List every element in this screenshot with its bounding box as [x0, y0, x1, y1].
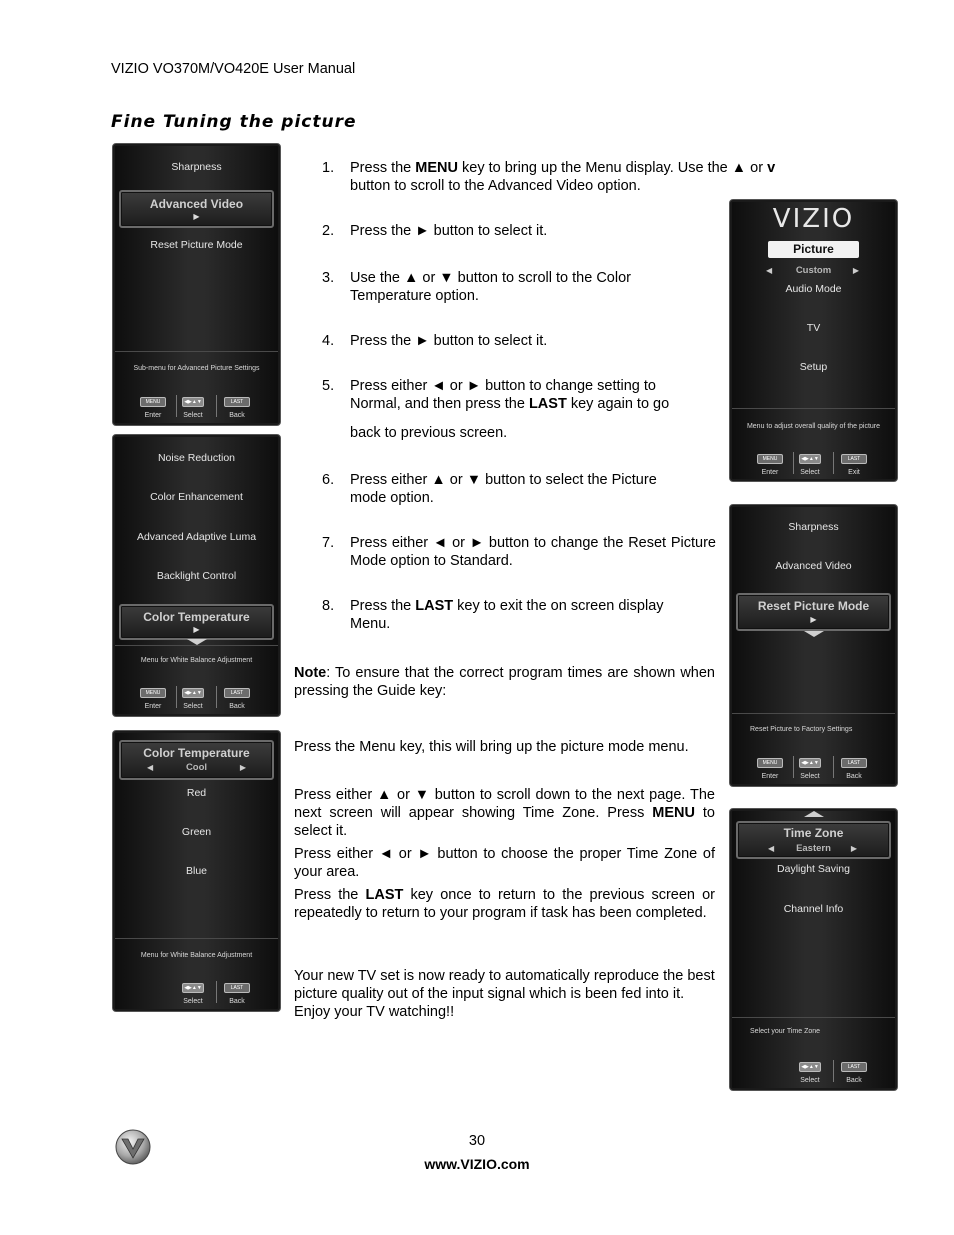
last-key-icon: LAST — [224, 397, 250, 407]
button-row — [113, 397, 280, 423]
step-text: Press the ► button to select it. — [350, 333, 548, 349]
back-label: Back — [229, 703, 245, 710]
step-text: Use the ▲ or ▼ button to scroll to the Color Temperature option. — [350, 270, 631, 304]
menu-caption: Select your Time Zone — [750, 1028, 821, 1035]
right-arrow-icon: ▶ — [852, 266, 859, 275]
menu-item-advanced-video: Advanced Video — [775, 560, 852, 572]
scroll-up-icon — [804, 811, 824, 817]
right-arrow-icon: ▶ — [239, 763, 246, 772]
step-number: 1. — [322, 160, 335, 176]
exit-label: Exit — [848, 469, 860, 476]
scroll-down-icon — [804, 631, 824, 637]
divider — [115, 645, 278, 646]
arrow-keys-icon: ◀▶▲▼ — [182, 688, 204, 698]
menu-caption: Sub-menu for Advanced Picture Settings — [133, 365, 260, 372]
divider — [732, 408, 895, 409]
last-key-icon: LAST — [841, 1062, 867, 1072]
menu-highlight-value: Custom — [795, 265, 832, 276]
select-label: Select — [800, 773, 820, 780]
menu-item-tv: TV — [806, 322, 821, 334]
step-text-continued: back to previous screen. — [350, 425, 508, 441]
note-paragraph: Note: To ensure that the correct program times are shown when pressing the Guide key: — [294, 665, 715, 699]
arrow-keys-icon: ◀▶▲▼ — [799, 454, 821, 464]
select-label: Select — [183, 998, 203, 1005]
select-key — [790, 1062, 830, 1084]
step-number: 7. — [322, 535, 335, 551]
paragraph-last-key: Press the LAST key once to return to the previous screen or repeatedly to return to your program if task has been completed. — [294, 887, 715, 921]
menu-item-setup: Setup — [799, 361, 828, 373]
select-key — [790, 454, 830, 476]
divider — [732, 1017, 895, 1018]
last-key — [217, 983, 257, 1005]
menu-key — [750, 758, 790, 780]
menu-item-channel-info: Channel Info — [783, 903, 844, 915]
step-number: 8. — [322, 598, 335, 614]
divider — [115, 351, 278, 352]
last-key-icon: LAST — [841, 758, 867, 768]
menu-key-icon: MENU — [140, 397, 166, 407]
menu-highlight-label: Color Temperature — [143, 610, 250, 624]
menu-highlight-label: Advanced Video — [149, 197, 244, 211]
menu-caption: Reset Picture to Factory Settings — [750, 726, 853, 733]
divider — [115, 938, 278, 939]
menu-item-sharpness: Sharpness — [171, 161, 222, 173]
menu-item: Backlight Control — [156, 570, 237, 582]
menu-item: Advanced Adaptive Luma — [136, 531, 257, 543]
step-number: 3. — [322, 270, 335, 286]
paragraph-scroll-down: Press either ▲ or ▼ button to scroll down to the next page. The next screen will appear showing Time Zone. Press MENU to select it. — [294, 787, 715, 839]
menu-item: Color Enhancement — [150, 491, 243, 503]
step-text: Press either ◄ or ► button to change the Reset Picture Mode option to Standard. — [350, 535, 716, 569]
enter-label: Enter — [144, 703, 162, 710]
vizio-logo: VIZIO — [772, 204, 855, 234]
select-label: Select — [183, 412, 203, 419]
last-key — [834, 454, 874, 476]
menu-highlight-value: Cool — [185, 762, 208, 773]
last-key — [834, 1062, 874, 1084]
step-text: Press either ▲ or ▼ button to select the Picture mode option. — [350, 472, 657, 506]
arrow-keys-icon: ◀▶▲▼ — [182, 983, 204, 993]
menu-item-audio-mode: Audio Mode — [785, 283, 842, 295]
right-arrow-icon: ▶ — [850, 844, 857, 853]
button-row — [730, 454, 897, 480]
step-text: Press the MENU key to bring up the Menu display. Use the ▲ or v button to scroll to the Advanced Video option. — [350, 160, 776, 194]
select-key — [173, 688, 213, 710]
paragraph-menu-key: Press the Menu key, this will bring up the picture mode menu. — [294, 739, 689, 755]
button-row — [113, 688, 280, 714]
menu-panel-main — [729, 199, 898, 482]
menu-highlight-label: Time Zone — [783, 826, 844, 840]
step-number: 6. — [322, 472, 335, 488]
last-key-icon: LAST — [841, 454, 867, 464]
button-row — [730, 1062, 897, 1088]
menu-highlight-label: Reset Picture Mode — [757, 599, 870, 613]
select-label: Select — [800, 1077, 820, 1084]
button-row — [113, 983, 280, 1009]
select-key — [173, 397, 213, 419]
footer-url[interactable]: www.VIZIO.com — [424, 1156, 530, 1172]
menu-item-reset-picture-mode: Reset Picture Mode — [150, 239, 243, 251]
enter-label: Enter — [761, 773, 779, 780]
menu-highlight — [736, 821, 891, 859]
back-label: Back — [846, 1077, 862, 1084]
left-arrow-icon: ◀ — [147, 763, 154, 772]
left-arrow-icon: ◀ — [766, 266, 773, 275]
menu-highlight — [119, 190, 274, 228]
menu-panel-color-temperature — [112, 730, 281, 1012]
enter-label: Enter — [144, 412, 162, 419]
menu-panel-color-menu — [112, 434, 281, 717]
menu-key — [133, 688, 173, 710]
menu-key — [750, 454, 790, 476]
select-label: Select — [800, 469, 820, 476]
menu-panel-advanced-video — [112, 143, 281, 426]
section-title: Fine Tuning the picture — [111, 112, 357, 132]
last-key — [217, 688, 257, 710]
select-key — [173, 983, 213, 1005]
last-key-icon: LAST — [224, 688, 250, 698]
menu-item-blue: Blue — [185, 865, 207, 877]
step-text: Press the ► button to select it. — [350, 223, 548, 239]
paragraph-closing: Your new TV set is now ready to automatically reproduce the best picture quality out of the input signal which is been fed into it. Enjoy your TV watching!! — [294, 968, 715, 1020]
arrow-keys-icon: ◀▶▲▼ — [182, 397, 204, 407]
menu-caption: Menu to adjust overall quality of the picture — [746, 423, 881, 430]
menu-item-daylight-saving: Daylight Saving — [777, 863, 850, 875]
menu-key — [133, 397, 173, 419]
back-label: Back — [229, 412, 245, 419]
menu-key-icon: MENU — [757, 454, 783, 464]
select-label: Select — [183, 703, 203, 710]
menu-item-green: Green — [181, 826, 212, 838]
menu-highlight — [119, 740, 274, 780]
menu-highlight — [119, 604, 274, 640]
last-key — [834, 758, 874, 780]
menu-highlight-value: Eastern — [796, 843, 831, 854]
step-number: 2. — [322, 223, 335, 239]
step-number: 5. — [322, 378, 335, 394]
button-row — [730, 758, 897, 784]
arrow-keys-icon: ◀▶▲▼ — [799, 1062, 821, 1072]
paragraph-time-zone: Press either ◄ or ► button to choose the proper Time Zone of your area. — [294, 846, 715, 880]
menu-highlight-label: Color Temperature — [143, 746, 250, 760]
menu-item-sharpness: Sharpness — [788, 521, 839, 533]
last-key — [217, 397, 257, 419]
menu-caption: Menu for White Balance Adjustment — [140, 952, 253, 959]
select-key — [790, 758, 830, 780]
menu-highlight-label: Picture — [768, 241, 859, 258]
menu-key-icon: MENU — [140, 688, 166, 698]
right-arrow-icon: ▶ — [193, 625, 200, 634]
left-arrow-icon: ◀ — [768, 844, 775, 853]
enter-label: Enter — [761, 469, 779, 476]
right-arrow-icon: ▶ — [193, 212, 200, 221]
back-label: Back — [229, 998, 245, 1005]
menu-panel-time-zone — [729, 808, 898, 1091]
page-number: 30 — [468, 1133, 486, 1149]
document-header: VIZIO VO370M/VO420E User Manual — [111, 61, 356, 77]
menu-panel-reset-picture — [729, 504, 898, 787]
menu-highlight — [736, 593, 891, 631]
menu-caption: Menu for White Balance Adjustment — [140, 657, 253, 664]
menu-item-red: Red — [186, 787, 207, 799]
menu-key-icon: MENU — [757, 758, 783, 768]
right-arrow-icon: ▶ — [810, 615, 817, 624]
step-text: Press the LAST key to exit the on screen display Menu. — [350, 598, 664, 632]
back-label: Back — [846, 773, 862, 780]
step-number: 4. — [322, 333, 335, 349]
menu-item: Noise Reduction — [157, 452, 236, 464]
divider — [732, 713, 895, 714]
step-text: Press either ◄ or ► button to change setting to Normal, and then press the LAST key again to go — [350, 378, 670, 412]
last-key-icon: LAST — [224, 983, 250, 993]
arrow-keys-icon: ◀▶▲▼ — [799, 758, 821, 768]
